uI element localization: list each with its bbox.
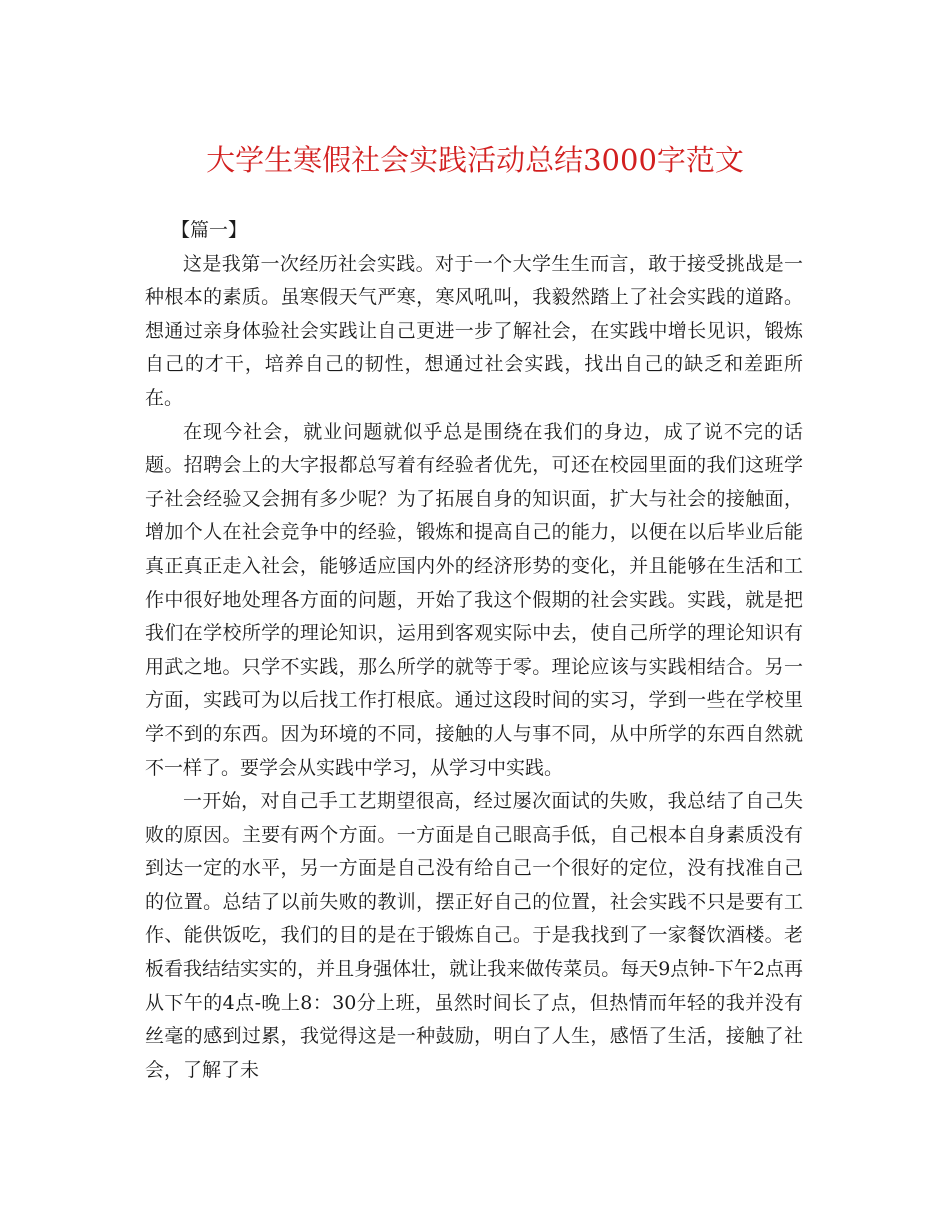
- paragraph-3: 一开始，对自己手工艺期望很高，经过屡次面试的失败，我总结了自己失败的原因。主要有两个方面。一方面是自己眼高手低，自己根本自身素质没有到达一定的水平，另一方面是自己没有给自己一个很好的定位，没有找准自己的位置。总结了以前失败的教训，摆正好自己的位置，社会实践不只是要有工作、能供饭吃，我们的目的是在于锻炼自己。于是我找到了一家餐饮酒楼。老板看我结结实实的，并且身强体壮，就让我来做传菜员。每天9点钟-下午2点再从下午的4点-晚上8：30分上班，虽然时间长了点，但热情而年轻的我并没有丝毫的感到过累，我觉得这是一种鼓励，明白了人生，感悟了生活，接触了社会，了解了未: [145, 790, 803, 1081]
- paragraph-1: 这是我第一次经历社会实践。对于一个大学生生而言，敢于接受挑战是一种根本的素质。虽寒假天气严寒，寒风吼叫，我毅然踏上了社会实践的道路。想通过亲身体验社会实践让自己更进一步了解社会，在实践中增长见识，锻炼自己的才干，培养自己的韧性，想通过社会实践，找出自己的缺乏和差距所在。: [145, 252, 803, 409]
- paragraph-2: 在现今社会，就业问题就似乎总是围绕在我们的身边，成了说不完的话题。招聘会上的大字报都总写着有经验者优先，可还在校园里面的我们这班学子社会经验又会拥有多少呢？为了拓展自身的知识面，扩大与社会的接触面，增加个人在社会竞争中的经验，锻炼和提高自己的能力，以便在以后毕业后能真正真正走入社会，能够适应国内外的经济形势的变化，并且能够在生活和工作中很好地处理各方面的问题，开始了我这个假期的社会实践。实践，就是把我们在学校所学的理论知识，运用到客观实际中去，使自己所学的理论知识有用武之地。只学不实践，那么所学的就等于零。理论应该与实践相结合。另一方面，实践可为以后找工作打根底。通过这段时间的实习，学到一些在学校里学不到的东西。因为环境的不同，接触的人与事不同，从中所学的东西自然就不一样了。要学会从实践中学习，从学习中实践。: [145, 420, 803, 779]
- document-body: [145, 214, 803, 1087]
- document-title: 大学生寒假社会实践活动总结3000字范文: [206, 143, 744, 177]
- section-label: 【篇一】: [171, 219, 248, 241]
